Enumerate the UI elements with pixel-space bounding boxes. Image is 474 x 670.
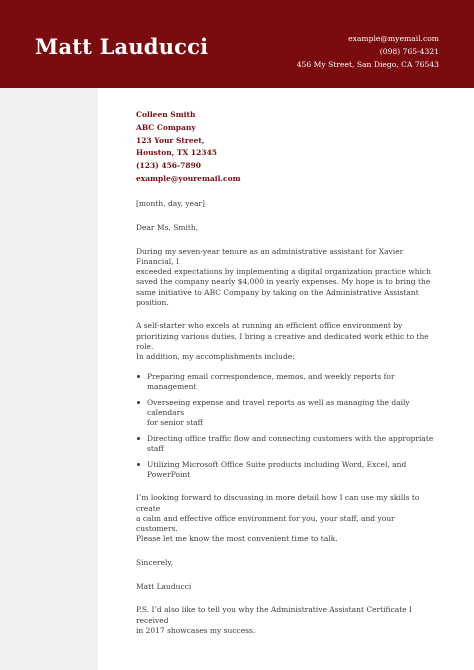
paragraph-intro: [136, 247, 436, 308]
paragraph-closing: [136, 493, 436, 544]
bullet-icon: [137, 375, 140, 378]
paragraph-line: a calm and effective office environment for you, your staff, and your customers.: [136, 513, 395, 534]
list-item: [136, 434, 436, 454]
list-item-line: Utilizing Microsoft Office Suite products including Word, Excel, and: [147, 459, 407, 469]
list-item-line: for senior staff: [147, 418, 203, 428]
applicant-contact: [297, 32, 439, 71]
paragraph-line: I’m looking forward to discussing in more detail how I can use my skills to create: [136, 493, 420, 513]
list-item-line: PowerPoint: [147, 469, 191, 479]
applicant-phone: (098) 765-4321: [379, 47, 439, 56]
salutation: Dear Ms. Smith,: [136, 222, 199, 232]
recipient-company: ABC Company: [136, 122, 196, 132]
list-item: [136, 398, 436, 429]
paragraph-skills: [136, 321, 436, 362]
list-item: [136, 372, 436, 392]
paragraph-line: A self-starter who excels at running an efficient office environment by: [136, 321, 403, 331]
paragraph-line: position.: [136, 297, 169, 307]
recipient-phone: (123) 456-7890: [136, 161, 202, 171]
recipient-block: [136, 109, 436, 186]
letter-date: [month, day, year]: [136, 199, 205, 209]
paragraph-line: same initiative to ABC Company by taking on the Administrative Assistant: [136, 287, 419, 297]
list-item-line: Overseeing expense and travel reports as well as managing the daily calendars: [147, 397, 410, 418]
postscript-line: in 2017 showcases my success.: [136, 625, 256, 635]
bullet-icon: [137, 437, 140, 440]
recipient-name: Colleen Smith: [136, 110, 196, 119]
postscript-line: P.S. I’d also like to tell you why the Administrative Assistant Certificate I received: [136, 605, 412, 625]
list-item-line: Directing office traffic flow and connecting customers with the appropriate: [147, 433, 434, 443]
recipient-city: Houston, TX 12345: [136, 148, 218, 158]
applicant-email: example@myemail.com: [348, 34, 439, 43]
paragraph-line: prioritizing various duties, I bring a creative and dedicated work ethic to the role.: [136, 331, 429, 351]
bullet-icon: [137, 463, 140, 466]
bullet-icon: [137, 401, 140, 404]
recipient-email: example@youremail.com: [136, 173, 241, 183]
signature: Matt Lauducci: [136, 581, 192, 591]
list-item-line: Preparing email correspondence, memos, and weekly reports for management: [147, 372, 395, 392]
paragraph-line: exceeded expectations by implementing a digital organization practice which: [136, 267, 431, 277]
list-item-line: staff: [147, 444, 164, 454]
paragraph-line: During my seven-year tenure as an administrative assistant for Xavier Financial, I: [136, 246, 404, 266]
closing: Sincerely,: [136, 557, 174, 567]
paragraph-line: Please let me know the most convenient time to talk.: [136, 534, 338, 544]
paragraph-line: saved the company nearly $4,000 in yearly expenses. My hope is to bring the: [136, 277, 431, 287]
letter-body: [136, 109, 436, 636]
paragraph-line: In addition, my accomplishments include:: [136, 352, 295, 362]
applicant-address: 456 My Street, San Diego, CA 76543: [296, 60, 439, 69]
list-item: [136, 460, 436, 480]
accomplishments-list: [136, 372, 436, 480]
applicant-name: Matt Lauducci: [35, 34, 209, 59]
recipient-street: 123 Your Street,: [136, 135, 205, 145]
postscript: [136, 605, 436, 636]
header-banner: [0, 0, 474, 88]
left-sidebar: [0, 88, 98, 670]
